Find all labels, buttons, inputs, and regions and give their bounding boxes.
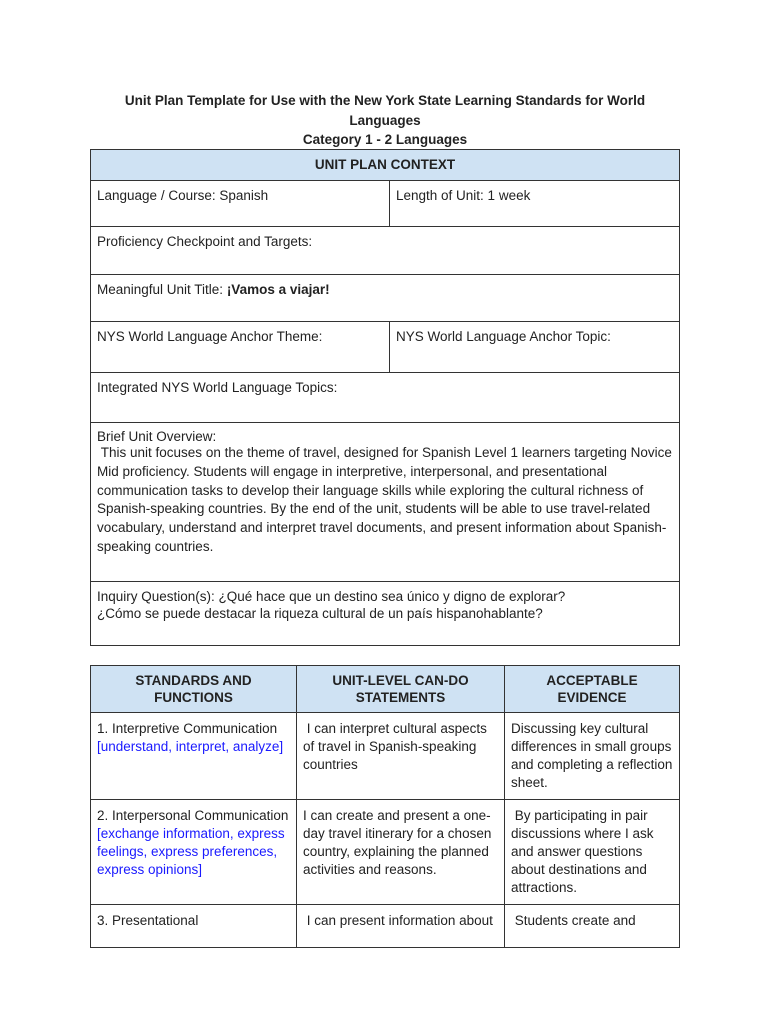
title-line-2: Languages xyxy=(349,112,421,128)
unit-title-cell xyxy=(91,275,680,322)
language-course-cell: Language / Course: Spanish xyxy=(91,181,390,227)
can-do-cell: I can create and present a one-day travel itinerary for a chosen country, explaining the planned activities and reasons. xyxy=(297,800,505,905)
header-evidence: ACCEPTABLE EVIDENCE xyxy=(505,666,680,713)
overview-text: This unit focuses on the theme of travel, designed for Spanish Level 1 learners targeting Novice Mid proficiency. Students will engage in interpretive, interpersonal, and presentational communication tasks to develop their language skills while exploring the cultural richness of Spanish-speaking countries. By the end of the unit, students will be able to use travel-related vocabulary, understand and interpret travel documents, and present information about Spanish-speaking countries. xyxy=(97,445,676,554)
unit-plan-context-table xyxy=(90,149,680,646)
evidence-cell: Discussing key cultural differences in small groups and completing a reflection sheet. xyxy=(505,713,680,800)
table-row xyxy=(91,800,680,905)
proficiency-cell: Proficiency Checkpoint and Targets: xyxy=(91,227,680,275)
standard-name: 1. Interpretive Communication xyxy=(97,721,278,736)
inquiry-question-2: ¿Cómo se puede destacar la riqueza cultural de un país hispanohablante? xyxy=(97,606,543,621)
standard-cell xyxy=(91,800,297,905)
anchor-topic-cell: NYS World Language Anchor Topic: xyxy=(390,322,680,373)
standard-name: 2. Interpersonal Communication xyxy=(97,808,289,823)
can-do-cell: I can interpret cultural aspects of travel in Spanish-speaking countries xyxy=(297,713,505,800)
standard-name: 3. Presentational xyxy=(97,913,199,928)
integrated-topics-cell: Integrated NYS World Language Topics: xyxy=(91,373,680,423)
title-line-1: Unit Plan Template for Use with the New York State Learning Standards for World xyxy=(124,93,646,108)
standard-cell xyxy=(91,713,297,800)
anchor-theme-cell: NYS World Language Anchor Theme: xyxy=(91,322,390,373)
inquiry-cell xyxy=(91,582,680,646)
header-can-do: UNIT-LEVEL CAN-DO STATEMENTS xyxy=(297,666,505,713)
table-row xyxy=(91,905,680,948)
header-standards: STANDARDS AND FUNCTIONS xyxy=(91,666,297,713)
unit-title-value: ¡Vamos a viajar! xyxy=(226,282,330,297)
standards-table xyxy=(90,665,680,948)
title-line-3: Category 1 - 2 Languages xyxy=(302,132,468,147)
overview-cell xyxy=(91,423,680,582)
table-row xyxy=(91,713,680,800)
unit-title-label: Meaningful Unit Title: xyxy=(97,282,227,297)
standard-functions: [understand, interpret, analyze] xyxy=(97,739,284,754)
overview-label: Brief Unit Overview: xyxy=(97,429,217,444)
context-header: UNIT PLAN CONTEXT xyxy=(91,150,680,181)
document-title xyxy=(90,91,680,150)
inquiry-question-1: Inquiry Question(s): ¿Qué hace que un destino sea único y digno de explorar? xyxy=(97,589,566,604)
can-do-cell: I can present information about xyxy=(297,905,505,948)
evidence-cell: By participating in pair discussions where I ask and answer questions about destinations and attractions. xyxy=(505,800,680,905)
standard-cell xyxy=(91,905,297,948)
evidence-cell: Students create and xyxy=(505,905,680,948)
length-of-unit-cell: Length of Unit: 1 week xyxy=(390,181,680,227)
standard-functions: [exchange information, express feelings, express preferences, express opinions] xyxy=(97,826,285,877)
